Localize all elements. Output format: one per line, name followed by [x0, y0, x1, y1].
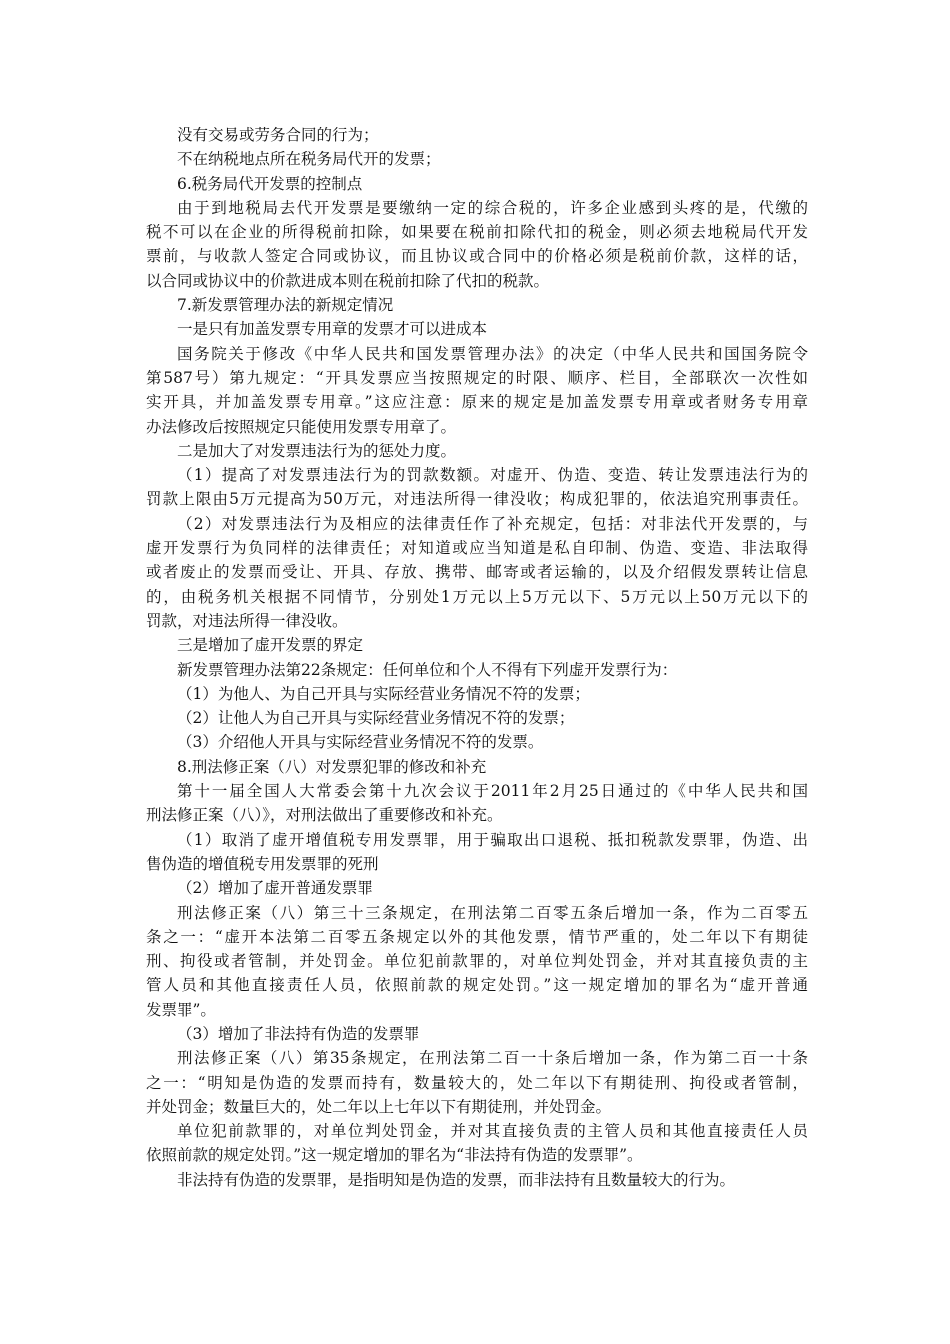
paragraph-line: 刑法修正案（八）第35条规定，在刑法第二百一十条后增加一条，作为第二百一十条: [177, 1049, 808, 1068]
paragraph-line: 罚款，对违法所得一律没收。: [146, 611, 348, 630]
paragraph-line: 或者废止的发票而受让、开具、存放、携带、邮寄或者运输的，以及介绍假发票转让信息: [146, 563, 808, 582]
paragraph-line: 并处罚金；数量巨大的，处二年以上七年以下有期徒刑，并处罚金。: [146, 1097, 612, 1116]
paragraph-line: 刑、拘役或者管制，并处罚金。单位犯前款罪的，对单位判处罚金，并对其直接负责的主: [146, 952, 808, 971]
paragraph-line: （1）提高了对发票违法行为的罚款数额。对虚开、伪造、变造、转让发票违法行为的: [177, 466, 808, 485]
subheading: 三是增加了虚开发票的界定: [177, 636, 364, 655]
text-line: 不在纳税地点所在税务局代开的发票；: [177, 150, 441, 169]
paragraph-line: 售伪造的增值税专用发票罪的死刑: [146, 854, 379, 873]
paragraph-line: 以合同或协议中的价款进成本则在税前扣除了代扣的税款。: [146, 271, 550, 290]
text-line: 没有交易或劳务合同的行为；: [177, 126, 379, 144]
paragraph-line: 税不可以在企业的所得税前扣除，如果要在税前扣除代扣的税金，则必须去地税局代开发: [146, 223, 808, 242]
subheading: （3）增加了非法持有伪造的发票罪: [177, 1024, 420, 1043]
subheading: 一是只有加盖发票专用章的发票才可以进成本: [177, 320, 488, 339]
paragraph-line: （1）取消了虚开增值税专用发票罪，用于骗取出口退税、抵扣税款发票罪，伪造、出: [177, 830, 808, 849]
paragraph-line: 罚款上限由5万元提高为50万元，对违法所得一律没收；构成犯罪的，依法追究刑事责任。: [146, 490, 808, 509]
section-heading: 6.税务局代开发票的控制点: [177, 174, 363, 193]
paragraph-line: 条之一：“虚开本法第二百零五条规定以外的其他发票，情节严重的，处二年以下有期徒: [146, 927, 808, 946]
paragraph-line: 国务院关于修改《中华人民共和国发票管理办法》的决定（中华人民共和国国务院令: [177, 344, 808, 363]
paragraph-line: 刑法修正案（八）》，对刑法做出了重要修改和补充。: [146, 806, 503, 825]
subheading: （2）增加了虚开普通发票罪: [177, 879, 373, 898]
paragraph-line: （2）对发票违法行为及相应的法律责任作了补充规定，包括：对非法代开发票的，与: [177, 514, 808, 533]
section-heading: 7.新发票管理办法的新规定情况: [177, 296, 394, 315]
paragraph-line: 票前，与收款人签定合同或协议，而且协议或合同中的价格必须是税前价款，这样的话，: [146, 247, 808, 266]
paragraph-line: 由于到地税局去代开发票是要缴纳一定的综合税的，许多企业感到头疼的是，代缴的: [177, 198, 808, 217]
paragraph-line: 第十一届全国人大常委会第十九次会议于2011年2月25日通过的《中华人民共和国: [177, 782, 808, 801]
list-item: （1）为他人、为自己开具与实际经营业务情况不符的发票；: [177, 684, 590, 703]
section-heading: 8.刑法修正案（八）对发票犯罪的修改和补充: [177, 757, 487, 776]
list-item: （3）介绍他人开具与实际经营业务情况不符的发票。: [177, 733, 544, 752]
paragraph-line: 管人员和其他直接责任人员，依照前款的规定处罚。”这一规定增加的罪名为“虚开普通: [146, 976, 808, 995]
paragraph-line: 的，由税务机关根据不同情节，分别处1万元以上5万元以下、5万元以上50万元以下的: [146, 587, 808, 606]
paragraph-line: 第587号）第九规定：“开具发票应当按照规定的时限、顺序、栏目，全部联次一次性如: [146, 368, 808, 387]
paragraph-line: 单位犯前款罪的，对单位判处罚金，并对其直接负责的主管人员和其他直接责任人员: [177, 1122, 808, 1141]
paragraph-line: 虚开发票行为负同样的法律责任；对知道或应当知道是私自印制、伪造、变造、非法取得: [146, 539, 808, 558]
paragraph-line: 新发票管理办法第22条规定：任何单位和个人不得有下列虚开发票行为：: [177, 660, 678, 679]
paragraph-line: 之一：“明知是伪造的发票而持有，数量较大的，处二年以下有期徒刑、拘役或者管制，: [146, 1073, 808, 1092]
document-page: [146, 123, 808, 1192]
paragraph-line: 发票罪”。: [146, 1000, 216, 1019]
paragraph-line: 非法持有伪造的发票罪，是指明知是伪造的发票，而非法持有且数量较大的行为。: [177, 1170, 736, 1189]
paragraph-line: 办法修改后按照规定只能使用发票专用章了。: [146, 417, 457, 436]
paragraph-line: 实开具，并加盖发票专用章。”这应注意：原来的规定是加盖发票专用章或者财务专用章: [146, 393, 808, 412]
paragraph-line: 依照前款的规定处罚。”这一规定增加的罪名为“非法持有伪造的发票罪”。: [146, 1146, 643, 1165]
paragraph-line: 刑法修正案（八）第三十三条规定，在刑法第二百零五条后增加一条，作为二百零五: [177, 903, 808, 922]
subheading: 二是加大了对发票违法行为的惩处力度。: [177, 441, 457, 460]
list-item: （2）让他人为自己开具与实际经营业务情况不符的发票；: [177, 709, 575, 728]
